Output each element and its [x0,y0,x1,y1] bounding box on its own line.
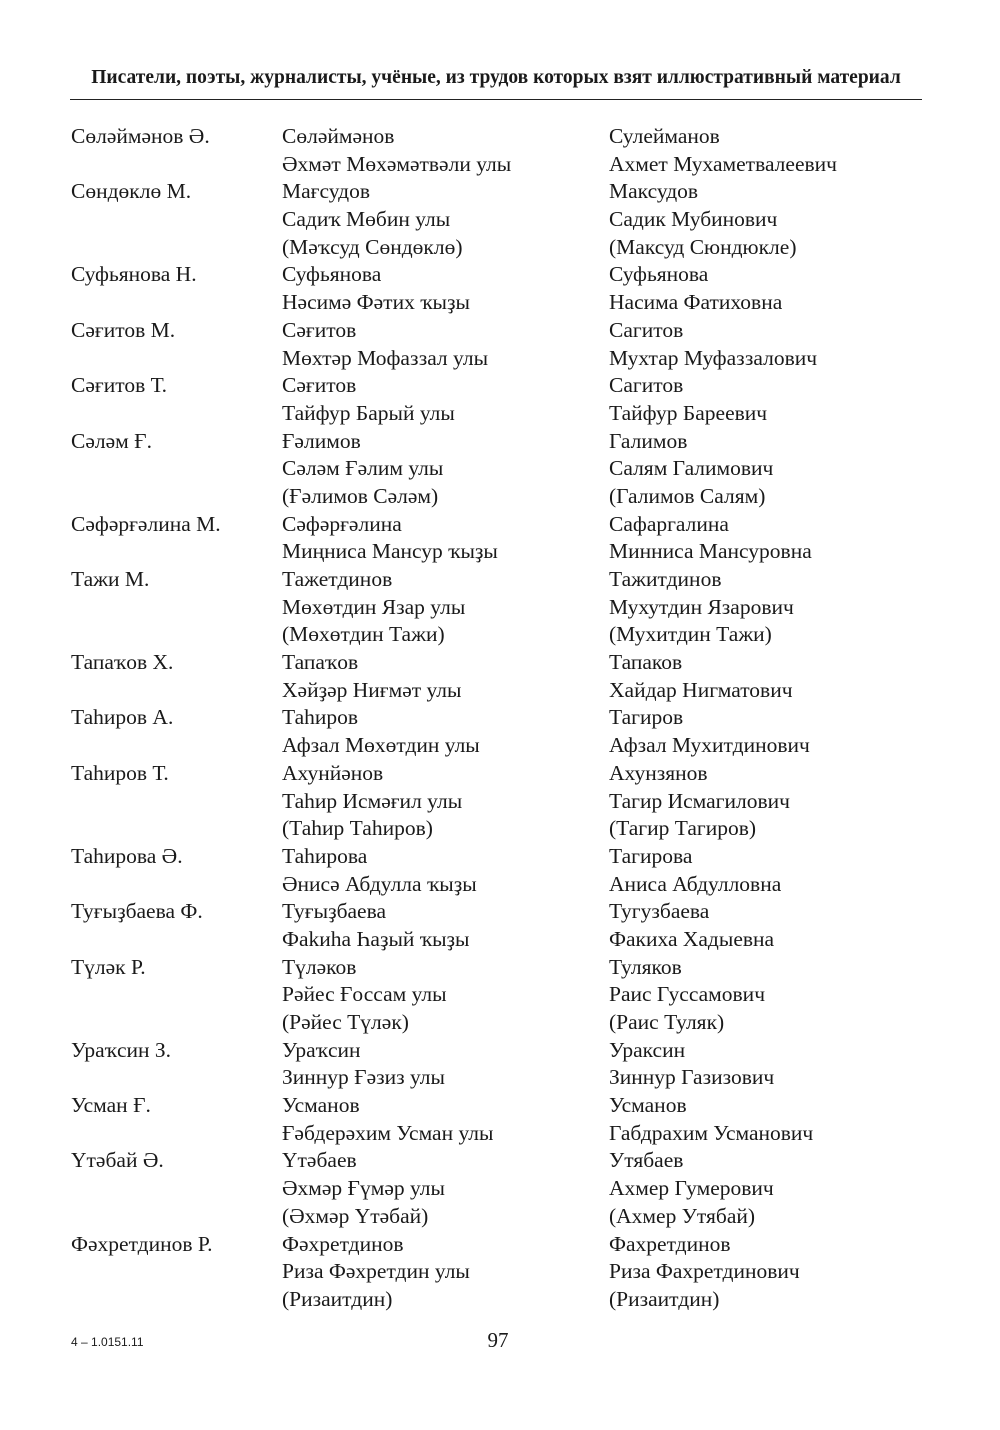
name-entry [0,566,1000,649]
pseudonym: Фәхретдинов Р. [71,1231,213,1256]
russian-name: Сагитов [609,317,684,342]
name-entry [0,511,1000,566]
name-entry [0,704,1000,759]
pseudonym: Таһиров А. [71,705,174,730]
entry-line [0,1203,1000,1231]
bashkir-name: Сәләм Ғәлим улы [282,456,444,481]
print-code: 4 – 1.0151.11 [71,1335,144,1349]
name-entry [0,1231,1000,1314]
bashkir-name: Риза Фәхретдин улы [282,1259,470,1284]
bashkir-name: Фәхретдинов [282,1231,404,1256]
russian-name: Туляков [609,954,682,979]
pseudonym: Туғыҙбаева Ф. [71,899,203,924]
russian-name: (Ахмер Утябай) [609,1203,756,1228]
bashkir-name: Ахунйәнов [282,760,384,785]
russian-name: (Раис Туляк) [609,1010,725,1034]
entry-line [0,566,1000,594]
russian-name: Ураксин [609,1037,686,1062]
entry-line [0,1092,1000,1120]
entry-line [0,1120,1000,1148]
russian-name: Зиннур Газизович [609,1065,775,1090]
russian-name: Насима Фатиховна [609,290,783,315]
russian-name: Тагиров [609,705,684,730]
russian-name: (Мухитдин Тажи) [609,622,772,647]
entry-line [0,1009,1000,1037]
bashkir-name: Ғәбдерәхим Усман улы [282,1120,494,1145]
russian-name: Утябаев [609,1148,684,1173]
russian-name: Минниса Мансуровна [609,539,812,564]
entry-line [0,428,1000,456]
entry-line [0,954,1000,982]
russian-name: Тагир Исмагилович [609,788,790,813]
entry-line [0,206,1000,234]
entry-line [0,649,1000,677]
entry-line [0,151,1000,179]
name-entry [0,123,1000,178]
russian-name: Тугузбаева [609,899,710,924]
russian-name: Максудов [609,179,699,204]
pseudonym: Сөләймәнов Ә. [71,124,210,148]
pseudonym: Сәғитов М. [71,317,176,342]
bashkir-name: Тажетдинов [282,567,393,591]
name-entry [0,428,1000,511]
entry-line [0,289,1000,317]
russian-name: Тайфур Бареевич [609,400,768,425]
entry-line [0,372,1000,400]
bashkir-name: Әнисә Абдулла ҡыҙы [282,871,477,896]
russian-name: Ахмер Гумерович [609,1176,774,1201]
bashkir-name: Суфьянова [282,262,382,287]
name-entry [0,843,1000,898]
name-entry [0,261,1000,316]
russian-name: Мухутдин Язарович [609,594,794,619]
pseudonym: Ураҡсин З. [71,1037,172,1062]
bashkir-name: Тайфур Барый улы [282,400,455,425]
russian-name: Суфьянова [609,262,709,287]
russian-name: Сагитов [609,373,684,398]
russian-name: Тапаков [609,650,683,675]
russian-name: Галимов [609,428,688,453]
pseudonym: Тапаҡов Х. [71,650,174,675]
russian-name: Афзал Мухитдинович [609,733,810,758]
russian-name: Хайдар Нигматович [609,677,793,702]
entry-line [0,123,1000,151]
russian-name: Сулейманов [609,124,720,148]
name-entry [0,317,1000,372]
russian-name: Фахретдинов [609,1231,731,1256]
bashkir-name: Мөхтәр Мофаззал улы [282,345,489,370]
entry-line [0,455,1000,483]
entry-line [0,511,1000,539]
bashkir-name: Миңниса Мансур ҡыҙы [282,539,498,564]
russian-name: (Ризаитдин) [609,1286,720,1311]
entry-line [0,400,1000,428]
running-header: Писатели, поэты, журналисты, учёные, из трудов которых взят иллюстративный материал [91,67,901,88]
russian-name: Ахмет Мухаметвалеевич [609,151,837,176]
pseudonym: Суфьянова Н. [71,262,197,287]
entry-line [0,1147,1000,1175]
bashkir-name: (Ғәлимов Сәләм) [282,483,439,508]
bashkir-name: Таһирова [282,843,368,868]
bashkir-name: (Мәҡсуд Сөндөклө) [282,234,463,259]
russian-name: Риза Фахретдинович [609,1259,800,1284]
bashkir-name: (Таһир Таһиров) [282,816,433,841]
russian-name: Тажитдинов [609,567,722,591]
bashkir-name: (Рәйес Түләк) [282,1010,409,1034]
bashkir-name: Тапаҡов [282,650,359,675]
bashkir-name: Әхмәр Ғүмәр улы [282,1176,445,1201]
entry-line [0,594,1000,622]
bashkir-name: Сәғитов [282,317,357,342]
entry-line [0,981,1000,1009]
entry-line [0,261,1000,289]
entry-line [0,1064,1000,1092]
pseudonym: Усман Ғ. [71,1093,151,1118]
name-entry [0,178,1000,261]
entry-line [0,843,1000,871]
name-entry [0,954,1000,1037]
bashkir-name: Садиҡ Мөбин улы [282,207,451,232]
russian-name: Мухтар Муфаззалович [609,345,818,370]
name-entry [0,1147,1000,1230]
entry-line [0,732,1000,760]
pseudonym: Таһирова Ә. [71,843,183,868]
entry-line [0,760,1000,788]
bashkir-name: Хәйҙәр Ниғмәт улы [282,677,462,702]
entry-line [0,1258,1000,1286]
entry-line [0,538,1000,566]
entry-line [0,1175,1000,1203]
entry-line [0,926,1000,954]
bashkir-name: Сөләймәнов [282,124,395,148]
pseudonym: Сөндөклө М. [71,179,192,204]
name-entry [0,1092,1000,1147]
bashkir-name: Мағсудов [282,179,370,204]
bashkir-name: Таһир Исмәғил улы [282,788,463,813]
russian-name: Сафаргалина [609,511,729,536]
russian-name: Раис Гуссамович [609,982,766,1007]
entry-line [0,317,1000,345]
bashkir-name: Сәғитов [282,373,357,398]
russian-name: Садик Мубинович [609,207,778,232]
entry-line [0,1037,1000,1065]
bashkir-name: Үтәбаев [282,1148,357,1173]
bashkir-name: Ураҡсин [282,1037,361,1062]
pseudonym: Түләк Р. [71,954,146,979]
russian-name: Усманов [609,1093,687,1118]
bashkir-name: Ғәлимов [282,428,361,453]
bashkir-name: Афзал Мөхөтдин улы [282,733,480,758]
russian-name: (Максуд Сюндюкле) [609,234,797,259]
entry-line [0,871,1000,899]
name-index-list [0,123,1000,1314]
bashkir-name: Мөхөтдин Язар улы [282,594,466,619]
bashkir-name: Туғыҙбаева [282,899,387,924]
bashkir-name: Рәйес Ғоссам улы [282,982,447,1007]
bashkir-name: (Мөхөтдин Тажи) [282,622,445,647]
page-number: 97 [487,1328,509,1352]
russian-name: Салям Галимович [609,456,774,481]
name-entry [0,372,1000,427]
bashkir-name: Сәфәрғәлина [282,511,402,536]
pseudonym: Сәләм Ғ. [71,428,152,453]
pseudonym: Үтәбай Ә. [71,1148,164,1173]
entry-line [0,1286,1000,1314]
entry-line [0,178,1000,206]
entry-line [0,345,1000,373]
entry-line [0,815,1000,843]
pseudonym: Сәғитов Т. [71,373,167,398]
entry-line [0,898,1000,926]
entry-line [0,234,1000,262]
entry-line [0,483,1000,511]
pseudonym: Тажи М. [71,567,150,591]
entry-line [0,1231,1000,1259]
bashkir-name: (Әхмәр Үтәбай) [282,1203,429,1228]
russian-name: Ахунзянов [609,760,708,785]
bashkir-name: Усманов [282,1093,360,1118]
bashkir-name: Түләков [282,954,357,979]
name-entry [0,649,1000,704]
russian-name: (Галимов Салям) [609,483,766,508]
pseudonym: Таһиров Т. [71,760,169,785]
russian-name: Тагирова [609,843,693,868]
russian-name: Габдрахим Усманович [609,1120,814,1145]
name-entry [0,898,1000,953]
entry-line [0,621,1000,649]
header-rule [70,99,922,100]
bashkir-name: Нәсимә Фәтих ҡыҙы [282,290,470,315]
name-entry [0,1037,1000,1092]
russian-name: Факиха Хадыевна [609,926,775,951]
bashkir-name: Таһиров [282,705,359,730]
entry-line [0,788,1000,816]
bashkir-name: Зиннур Ғәзиз улы [282,1065,445,1090]
entry-line [0,677,1000,705]
bashkir-name: Әхмәт Мөхәмәтвәли улы [282,151,512,176]
bashkir-name: Фakиһа Һаҙый ҡыҙы [282,926,470,951]
entry-line [0,704,1000,732]
name-entry [0,760,1000,843]
russian-name: Аниса Абдулловна [609,871,782,896]
russian-name: (Тагир Тагиров) [609,816,757,841]
bashkir-name: (Ризаитдин) [282,1286,393,1311]
pseudonym: Сәфәрғәлина М. [71,511,221,536]
